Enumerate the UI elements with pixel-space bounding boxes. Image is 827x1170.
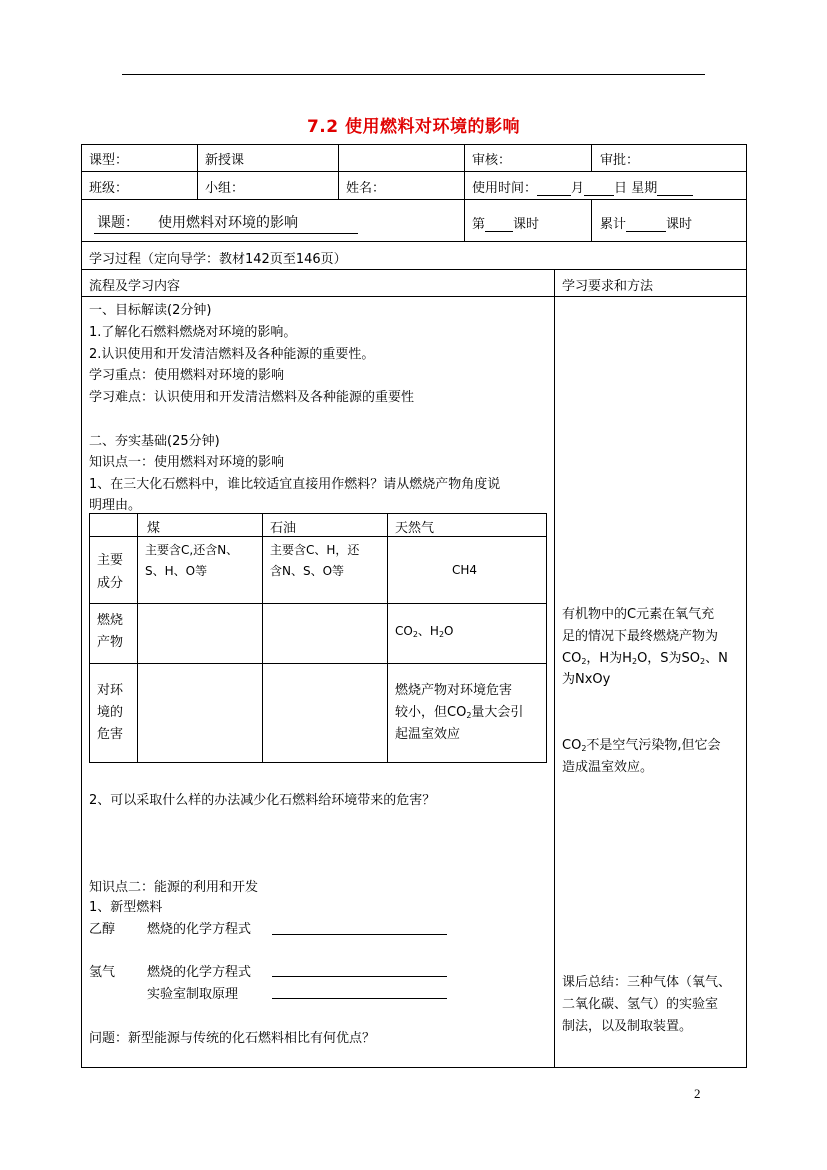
summary-line1: 课后总结：三种气体（氧气、 (562, 975, 732, 990)
subscript: 2 (438, 630, 445, 639)
class-label: 班级： (89, 181, 129, 196)
section1-item2: 2.认识使用和开发清洁燃料及各种能源的重要性。 (89, 347, 375, 362)
section2-heading: 二、夯实基础(25分钟) (89, 434, 220, 449)
coal-composition-1: 主要含C,还含N、 (145, 543, 239, 557)
hydrogen-equation-label: 燃烧的化学方程式 (147, 965, 252, 980)
question-1-line2: 明理由。 (89, 498, 142, 513)
course-type-label: 课型： (89, 153, 129, 168)
gas-harm-line3: 起温室效应 (395, 727, 461, 742)
lab-principle-blank (272, 998, 447, 999)
fuel-table-col-line (262, 513, 263, 763)
ethanol-equation-blank (272, 934, 447, 935)
course-type-value: 新授课 (205, 153, 245, 168)
lesson-suffix: 课时 (513, 217, 540, 232)
summary-line2: 二氧化碳、氢气）的实验室 (562, 997, 719, 1012)
process-line: 学习过程（定向导学：教材142页至146页） (89, 252, 347, 267)
gas-harm-line1: 燃烧产物对环境危害 (395, 683, 513, 698)
approver-label: 审批： (600, 153, 640, 168)
question-1-line1: 1、在三大化石燃料中，谁比较适宜直接用作燃料？请从燃烧产物角度说 (89, 477, 501, 492)
note1-line1: 有机物中的C元素在氧气充 (562, 607, 715, 622)
gas-harm-text: 较小，但CO (395, 705, 467, 720)
advantages-question: 问题：新型能源与传统的化石燃料相比有何优点？ (89, 1031, 376, 1046)
month-blank (537, 180, 571, 196)
subscript: 2 (412, 630, 418, 639)
knowledge-point-2: 知识点二：能源的利用和开发 (89, 880, 259, 895)
lab-principle-label: 实验室制取原理 (147, 987, 239, 1002)
ethanol-label: 乙醇 (89, 922, 116, 937)
header-rule (122, 74, 705, 75)
day-label: 日 (614, 181, 628, 196)
reviewer-label: 审核： (472, 153, 512, 168)
name-label: 姓名： (346, 181, 386, 196)
new-fuel-heading: 1、新型燃料 (89, 900, 163, 915)
ethanol-equation-label: 燃烧的化学方程式 (147, 922, 252, 937)
fuel-table-col-line (387, 513, 388, 763)
cell-empty (338, 144, 465, 172)
lesson-prefix: 第 (472, 217, 486, 232)
topic-value: 使用燃料对环境的影响 (158, 215, 298, 231)
fuel-header-gas: 天然气 (395, 521, 435, 536)
note2-line1 (562, 734, 721, 753)
topic-underline (94, 233, 358, 234)
gas-harm-text: 量大会引 (471, 705, 524, 720)
subscript: 2 (700, 657, 706, 666)
weekday-label: 星期 (631, 181, 658, 196)
day-blank (584, 180, 614, 196)
note-text: ，H为H (586, 651, 632, 666)
fuel-header-coal: 煤 (147, 521, 161, 536)
total-prefix: 累计 (600, 217, 627, 232)
total-field (600, 213, 692, 232)
page-number: 2 (694, 1086, 701, 1101)
row-label-harm-2: 境的 (97, 705, 124, 720)
gas-composition: CH4 (452, 563, 478, 577)
subscript: 2 (631, 657, 638, 666)
subscript: 2 (581, 657, 587, 666)
row-label-product-2: 产物 (97, 635, 124, 650)
left-column-header: 流程及学习内容 (89, 279, 181, 294)
gas-product-text: CO (395, 624, 413, 638)
gas-product (395, 622, 454, 639)
subscript: 2 (466, 711, 472, 720)
hydrogen-equation-blank (272, 976, 447, 977)
section1-heading: 一、目标解读(2分钟) (89, 303, 212, 318)
subscript: 2 (581, 744, 587, 753)
fuel-table-row-line (89, 663, 547, 664)
gas-product-text: O (444, 624, 454, 638)
row-label-harm-3: 危害 (97, 727, 124, 742)
oil-composition-1: 主要含C、H，还 (270, 543, 360, 557)
oil-composition-2: 含N、S、O等 (270, 564, 345, 578)
note2-line2: 造成温室效应。 (562, 760, 654, 775)
section1-difficulty: 学习难点：认识使用和开发清洁燃料及各种能源的重要性 (89, 390, 415, 405)
note-text: 不是空气污染物,但它会 (586, 738, 721, 753)
fuel-table-row-line (89, 536, 547, 537)
page-title: 7.2 使用燃料对环境的影响 (306, 117, 521, 137)
note1-line3 (562, 647, 728, 666)
right-column-header: 学习要求和方法 (562, 279, 654, 294)
row-label-product-1: 燃烧 (97, 613, 124, 628)
summary-line3: 制法，以及制取装置。 (562, 1019, 693, 1034)
topic-label: 课题： (97, 215, 139, 231)
lesson-field (472, 213, 539, 232)
fuel-table-row-line (89, 603, 547, 604)
use-time-label: 使用时间： (472, 181, 538, 196)
fuel-header-oil: 石油 (270, 521, 297, 536)
section1-focus: 学习重点：使用燃料对环境的影响 (89, 368, 285, 383)
note-text: O，S为SO (637, 651, 701, 666)
lesson-blank (485, 216, 513, 232)
month-label: 月 (571, 181, 585, 196)
section1-item1: 1.了解化石燃料燃烧对环境的影响。 (89, 325, 297, 340)
group-label: 小组： (205, 181, 245, 196)
note-text: CO (562, 738, 582, 753)
gas-product-text: 、H (417, 624, 439, 638)
note-text: 、N (705, 651, 728, 666)
question-2: 2、可以采取什么样的办法减少化石燃料给环境带来的危害？ (89, 793, 436, 808)
weekday-blank (657, 180, 693, 196)
hydrogen-label: 氢气 (89, 965, 116, 980)
total-blank (626, 216, 666, 232)
fuel-table-col-line (137, 513, 138, 763)
coal-composition-2: S、H、O等 (145, 564, 208, 578)
note-text: CO (562, 651, 582, 666)
use-time-field (472, 177, 693, 196)
knowledge-point-1: 知识点一：使用燃料对环境的影响 (89, 455, 285, 470)
row-label-composition-2: 成分 (97, 576, 124, 591)
total-suffix: 课时 (666, 217, 693, 232)
row-label-harm-1: 对环 (97, 683, 124, 698)
gas-harm-line2 (395, 701, 523, 720)
note1-line2: 足的情况下最终燃烧产物为 (562, 629, 719, 644)
row-label-composition-1: 主要 (97, 553, 124, 568)
note1-line4: 为NxOy (562, 672, 611, 687)
